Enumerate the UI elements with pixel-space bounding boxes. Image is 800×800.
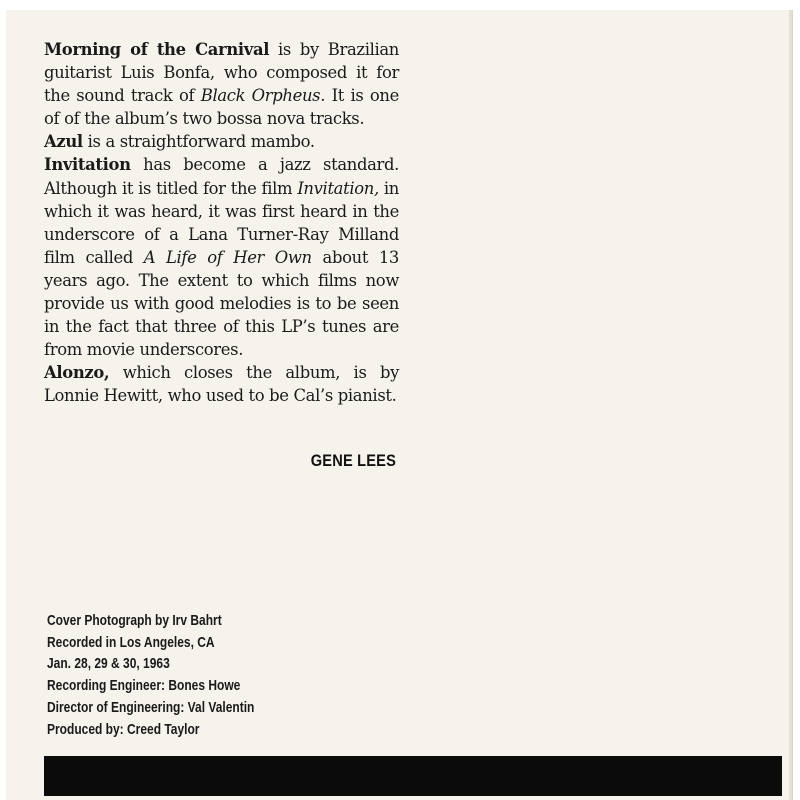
credit-line: Cover Photograph by Irv Bahrt: [47, 612, 222, 629]
note-azul: Azul is a straightforward mambo.: [44, 132, 315, 152]
track-title: Invitation: [44, 155, 131, 175]
page-edge-shadow: [789, 10, 792, 800]
film-title: A Life of Her Own: [143, 247, 312, 267]
track-title: Morning of the Carnival: [44, 40, 270, 59]
track-title: Azul: [44, 132, 83, 152]
film-title: Invitation,: [297, 178, 379, 198]
liner-notes-page: [6, 10, 792, 800]
credit-line: Produced by: Creed Taylor: [47, 720, 200, 738]
album-credits: [47, 610, 383, 740]
author-signature: GENE LEES: [310, 451, 396, 470]
note-alonzo: Alonzo, which closes the album, is by Lonnie Hewitt, who used to be Cal’s pianist.: [44, 363, 399, 406]
credit-line: Recorded in Los Angeles, CA: [47, 633, 215, 651]
note-invitation: Invitation has become a jazz standard. Although it is titled for the film Invitation, in which it was heard, it was first heard in the underscore of a Lana Turner-Ray Milland film called A Life of Her Own about 13 years ago. The extent to which films now provide us with good melodies is to be seen in the fact that three of this LP’s tunes are from movie underscores.: [44, 155, 399, 360]
credit-line: Recording Engineer: Bones Howe: [47, 677, 241, 695]
black-bar: [44, 756, 782, 796]
note-morning-of-the-carnival: Morning of the Carnival is by Brazilian guitarist Luis Bonfa, who composed it for the sound track of Black Orpheus. It is one of of the album’s two bossa nova tracks.: [44, 40, 399, 129]
credit-line: Director of Engineering: Val Valentin: [47, 698, 255, 716]
liner-notes-text: [44, 38, 399, 408]
film-title: Black Orpheus.: [200, 86, 326, 106]
track-title: Alonzo,: [44, 363, 110, 383]
credit-line: Jan. 28, 29 & 30, 1963: [47, 655, 170, 673]
